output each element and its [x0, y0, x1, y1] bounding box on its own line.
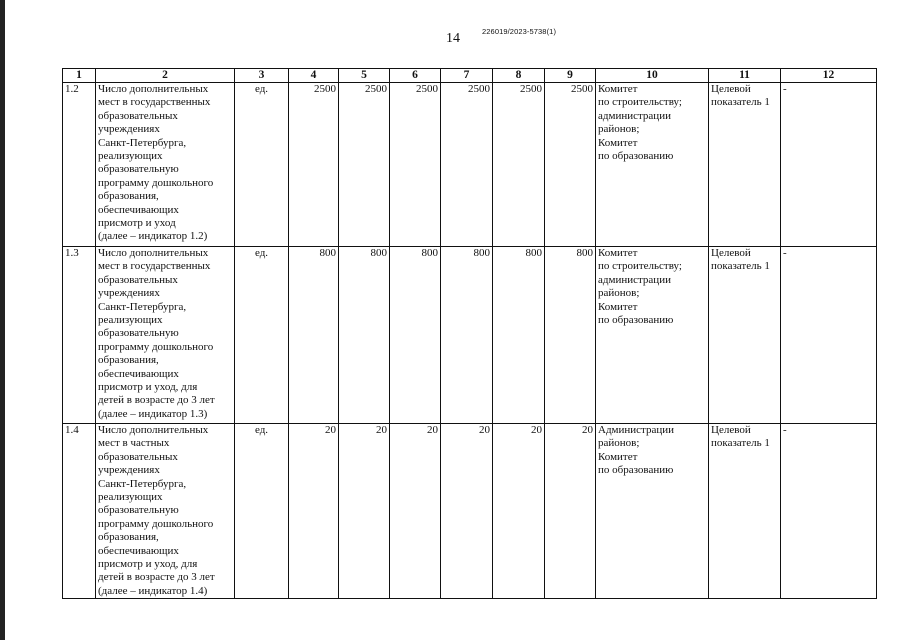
table-row-indicator-1-2: [63, 83, 877, 247]
indicators-table: [62, 68, 877, 599]
value-cell: 800: [545, 247, 596, 424]
column-header: 2: [96, 69, 235, 83]
value-cell: 2500: [339, 83, 390, 247]
column-number-header-row: [63, 69, 877, 83]
indicator-description-cell: Число дополнительных мест в государственных образовательных учреждениях Санкт-Петербурга, реализующих образовательную программу дошкольного образования, обеспечивающих присмотр и уход (далее – индикатор 1.2): [96, 83, 235, 247]
value-cell: 20: [289, 424, 339, 599]
value-cell: 800: [339, 247, 390, 424]
column-header: 12: [781, 69, 877, 83]
value-cell: 2500: [441, 83, 493, 247]
value-cell: 2500: [289, 83, 339, 247]
row-number-cell: 1.3: [63, 247, 96, 424]
column-header: 1: [63, 69, 96, 83]
column-header: 4: [289, 69, 339, 83]
value-cell: 20: [545, 424, 596, 599]
unit-cell: ед.: [235, 424, 289, 599]
value-cell: 20: [441, 424, 493, 599]
value-cell: 20: [339, 424, 390, 599]
page-number: 14: [446, 31, 460, 46]
column-header: 7: [441, 69, 493, 83]
unit-cell: ед.: [235, 247, 289, 424]
table-row-indicator-1-4: [63, 424, 877, 599]
target-indicator-cell: Целевой показатель 1: [709, 83, 781, 247]
target-indicator-cell: Целевой показатель 1: [709, 247, 781, 424]
responsible-executors-cell: Комитет по строительству; администрации районов; Комитет по образованию: [596, 247, 709, 424]
note-cell: -: [781, 83, 877, 247]
value-cell: 800: [493, 247, 545, 424]
row-number-cell: 1.2: [63, 83, 96, 247]
responsible-executors-cell: Администрации районов; Комитет по образованию: [596, 424, 709, 599]
value-cell: 20: [493, 424, 545, 599]
unit-cell: ед.: [235, 83, 289, 247]
value-cell: 800: [390, 247, 441, 424]
scan-edge-bar: [0, 0, 5, 640]
value-cell: 2500: [545, 83, 596, 247]
value-cell: 800: [289, 247, 339, 424]
value-cell: 2500: [493, 83, 545, 247]
column-header: 9: [545, 69, 596, 83]
value-cell: 2500: [390, 83, 441, 247]
row-number-cell: 1.4: [63, 424, 96, 599]
column-header: 10: [596, 69, 709, 83]
value-cell: 800: [441, 247, 493, 424]
column-header: 8: [493, 69, 545, 83]
note-cell: -: [781, 424, 877, 599]
value-cell: 20: [390, 424, 441, 599]
column-header: 11: [709, 69, 781, 83]
column-header: 3: [235, 69, 289, 83]
target-indicator-cell: Целевой показатель 1: [709, 424, 781, 599]
indicator-description-cell: Число дополнительных мест в частных образовательных учреждениях Санкт-Петербурга, реализующих образовательную программу дошкольного образования, обеспечивающих присмотр и уход, для детей в возрасте до 3 лет (далее – индикатор 1.4): [96, 424, 235, 599]
document-registration-stamp: 226019/2023-5738(1): [482, 27, 557, 36]
responsible-executors-cell: Комитет по строительству; администрации районов; Комитет по образованию: [596, 83, 709, 247]
column-header: 6: [390, 69, 441, 83]
column-header: 5: [339, 69, 390, 83]
indicator-description-cell: Число дополнительных мест в государственных образовательных учреждениях Санкт-Петербурга, реализующих образовательную программу дошкольного образования, обеспечивающих присмотр и уход, для детей в возрасте до 3 лет (далее – индикатор 1.3): [96, 247, 235, 424]
note-cell: -: [781, 247, 877, 424]
table-row-indicator-1-3: [63, 247, 877, 424]
